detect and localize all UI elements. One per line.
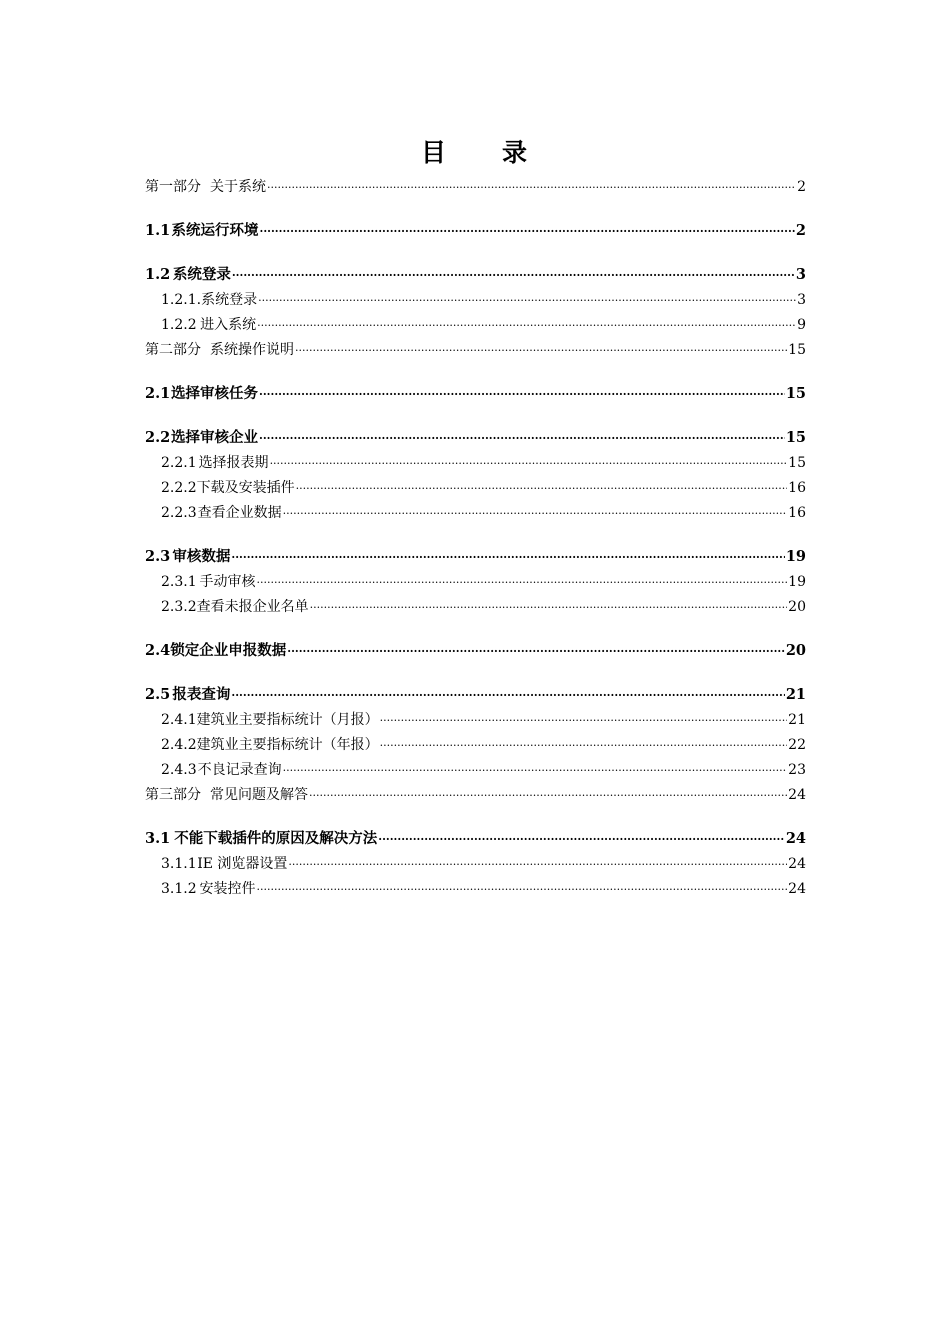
toc-entry-number: 第二部分 [145, 342, 201, 358]
dot-leader [380, 731, 788, 754]
toc-entry-label: 查看企业数据 [197, 505, 282, 521]
dot-leader [270, 449, 788, 472]
toc-entry[interactable] [145, 427, 806, 449]
toc-entry-number: 2.3.1 [161, 574, 197, 590]
toc-entry-page-number: 2 [797, 179, 806, 195]
dot-leader [232, 261, 795, 284]
dot-leader [283, 499, 788, 522]
dot-leader [231, 543, 784, 566]
toc-entry[interactable] [145, 176, 806, 198]
toc-title: 目 录 [420, 138, 529, 167]
toc-entry-label: 关于系统 [210, 179, 266, 195]
toc-entry[interactable] [145, 709, 806, 731]
toc-entry-number: 3.1.1 [161, 856, 197, 872]
toc-entry-page-number: 2 [795, 222, 806, 239]
dot-leader [257, 568, 788, 591]
dot-leader [287, 637, 785, 660]
toc-entry[interactable] [145, 339, 806, 361]
toc-entry-label: 进入系统 [200, 317, 257, 333]
dot-leader [309, 781, 787, 804]
toc-entry-label: 手动审核 [199, 574, 256, 590]
toc-entry-page-number: 15 [785, 385, 806, 402]
toc-entry-label: 审核数据 [172, 548, 231, 565]
toc-entry-page-number: 16 [788, 480, 806, 496]
toc-entry-number: 2.2.2 [161, 480, 197, 496]
toc-entry-page-number: 3 [795, 266, 806, 283]
toc-entry[interactable] [145, 502, 806, 524]
toc-entry-number: 2.4.2 [161, 737, 197, 753]
toc-entry-label: 选择审核企业 [171, 429, 258, 446]
toc-entry[interactable] [145, 596, 806, 618]
toc-entry-label: 系统运行环境 [171, 222, 259, 239]
toc-entry-page-number: 24 [788, 881, 806, 897]
toc-entry[interactable] [145, 546, 806, 568]
toc-entry-number: 2.3 [145, 548, 171, 565]
toc-entry-number: 1.2.1. [161, 292, 202, 308]
toc-entry[interactable] [145, 289, 806, 311]
toc-entry[interactable] [145, 314, 806, 336]
toc-entry-page-number: 22 [788, 737, 806, 753]
toc-entry-page-number: 20 [785, 642, 806, 659]
toc-entry[interactable] [145, 828, 806, 850]
toc-entry-number: 2.2 [145, 429, 171, 446]
toc-entry[interactable] [145, 264, 806, 286]
dot-leader [259, 217, 794, 240]
toc-entry-label: 查看未报企业名单 [196, 599, 309, 615]
toc-entry-label: 锁定企业申报数据 [170, 642, 287, 659]
toc-entry-number: 3.1.2 [161, 881, 197, 897]
toc-entry[interactable] [145, 759, 806, 781]
toc-entry-label: 常见问题及解答 [210, 787, 308, 803]
dot-leader [295, 336, 787, 359]
toc-entry[interactable] [145, 477, 806, 499]
toc-entry-label: 不能下载插件的原因及解决方法 [174, 830, 378, 847]
toc-entry-page-number: 15 [785, 429, 806, 446]
toc-entry-number: 1.2.2 [161, 317, 197, 333]
dot-leader [310, 593, 788, 616]
toc-entry[interactable] [145, 571, 806, 593]
toc-entry-number: 1.1 [145, 222, 171, 239]
toc-entry[interactable] [145, 640, 806, 662]
toc-entry-page-number: 23 [788, 762, 806, 778]
toc-entry-label: 系统登录 [172, 266, 231, 283]
toc-entry-label: 选择报表期 [198, 455, 269, 471]
toc-entry-number: 第一部分 [145, 179, 201, 195]
dot-leader [258, 286, 796, 309]
toc-entry-number: 2.2.1 [161, 455, 197, 471]
toc-entry-number: 2.4.1 [161, 712, 197, 728]
toc-entry[interactable] [145, 784, 806, 806]
toc-entry-page-number: 15 [788, 342, 806, 358]
toc-entry-label: 不良记录查询 [197, 762, 282, 778]
toc-entry-number: 2.2.3 [161, 505, 197, 521]
toc-entry-number: 1.2 [145, 266, 171, 283]
dot-leader [296, 474, 788, 497]
toc-entry-label: 建筑业主要指标统计（年报） [196, 737, 379, 753]
toc-entry[interactable] [145, 734, 806, 756]
dot-leader [259, 380, 785, 403]
dot-leader [231, 681, 784, 704]
dot-leader [283, 756, 788, 779]
toc-entry[interactable] [145, 452, 806, 474]
toc-entry-page-number: 19 [788, 574, 806, 590]
toc-entry[interactable] [145, 684, 806, 706]
toc-entry-label: 系统操作说明 [210, 342, 294, 358]
toc-entry-page-number: 20 [788, 599, 806, 615]
toc-entry-page-number: 24 [785, 830, 806, 847]
toc-entry-label: 系统登录 [201, 292, 258, 308]
toc-entry-label: 建筑业主要指标统计（月报） [196, 712, 379, 728]
toc-entry-number: 2.1 [145, 385, 171, 402]
toc-entry-page-number: 24 [788, 787, 806, 803]
toc-entry[interactable] [145, 220, 806, 242]
dot-leader [259, 424, 785, 447]
toc-entry-number: 3.1 [145, 830, 171, 847]
toc-entry[interactable] [145, 853, 806, 875]
toc-entry-page-number: 21 [788, 712, 806, 728]
toc-entry-number: 2.4.3 [161, 762, 197, 778]
toc-entry-label: 报表查询 [172, 686, 231, 703]
dot-leader [267, 173, 796, 196]
dot-leader [257, 875, 788, 898]
toc-entry[interactable] [145, 383, 806, 405]
dot-leader [288, 850, 787, 873]
toc-entry-page-number: 3 [797, 292, 806, 308]
toc-entry[interactable] [145, 878, 806, 900]
toc-entry-page-number: 9 [797, 317, 806, 333]
toc-entry-label: 下载及安装插件 [196, 480, 295, 496]
toc-entry-label: 安装控件 [199, 881, 256, 897]
dot-leader [257, 311, 796, 334]
toc-entry-page-number: 16 [788, 505, 806, 521]
toc-entry-page-number: 21 [785, 686, 806, 703]
dot-leader [378, 825, 785, 848]
toc-entry-label: IE 浏览器设置 [197, 856, 288, 872]
dot-leader [380, 706, 788, 729]
toc-entry-number: 2.5 [145, 686, 171, 703]
toc-entry-number: 第三部分 [145, 787, 201, 803]
toc-entry-number: 2.4 [145, 642, 171, 659]
toc-entry-number: 2.3.2 [161, 599, 197, 615]
toc-entry-page-number: 24 [788, 856, 806, 872]
toc-entry-label: 选择审核任务 [171, 385, 258, 402]
toc-entry-page-number: 19 [785, 548, 806, 565]
toc-entry-page-number: 15 [788, 455, 806, 471]
